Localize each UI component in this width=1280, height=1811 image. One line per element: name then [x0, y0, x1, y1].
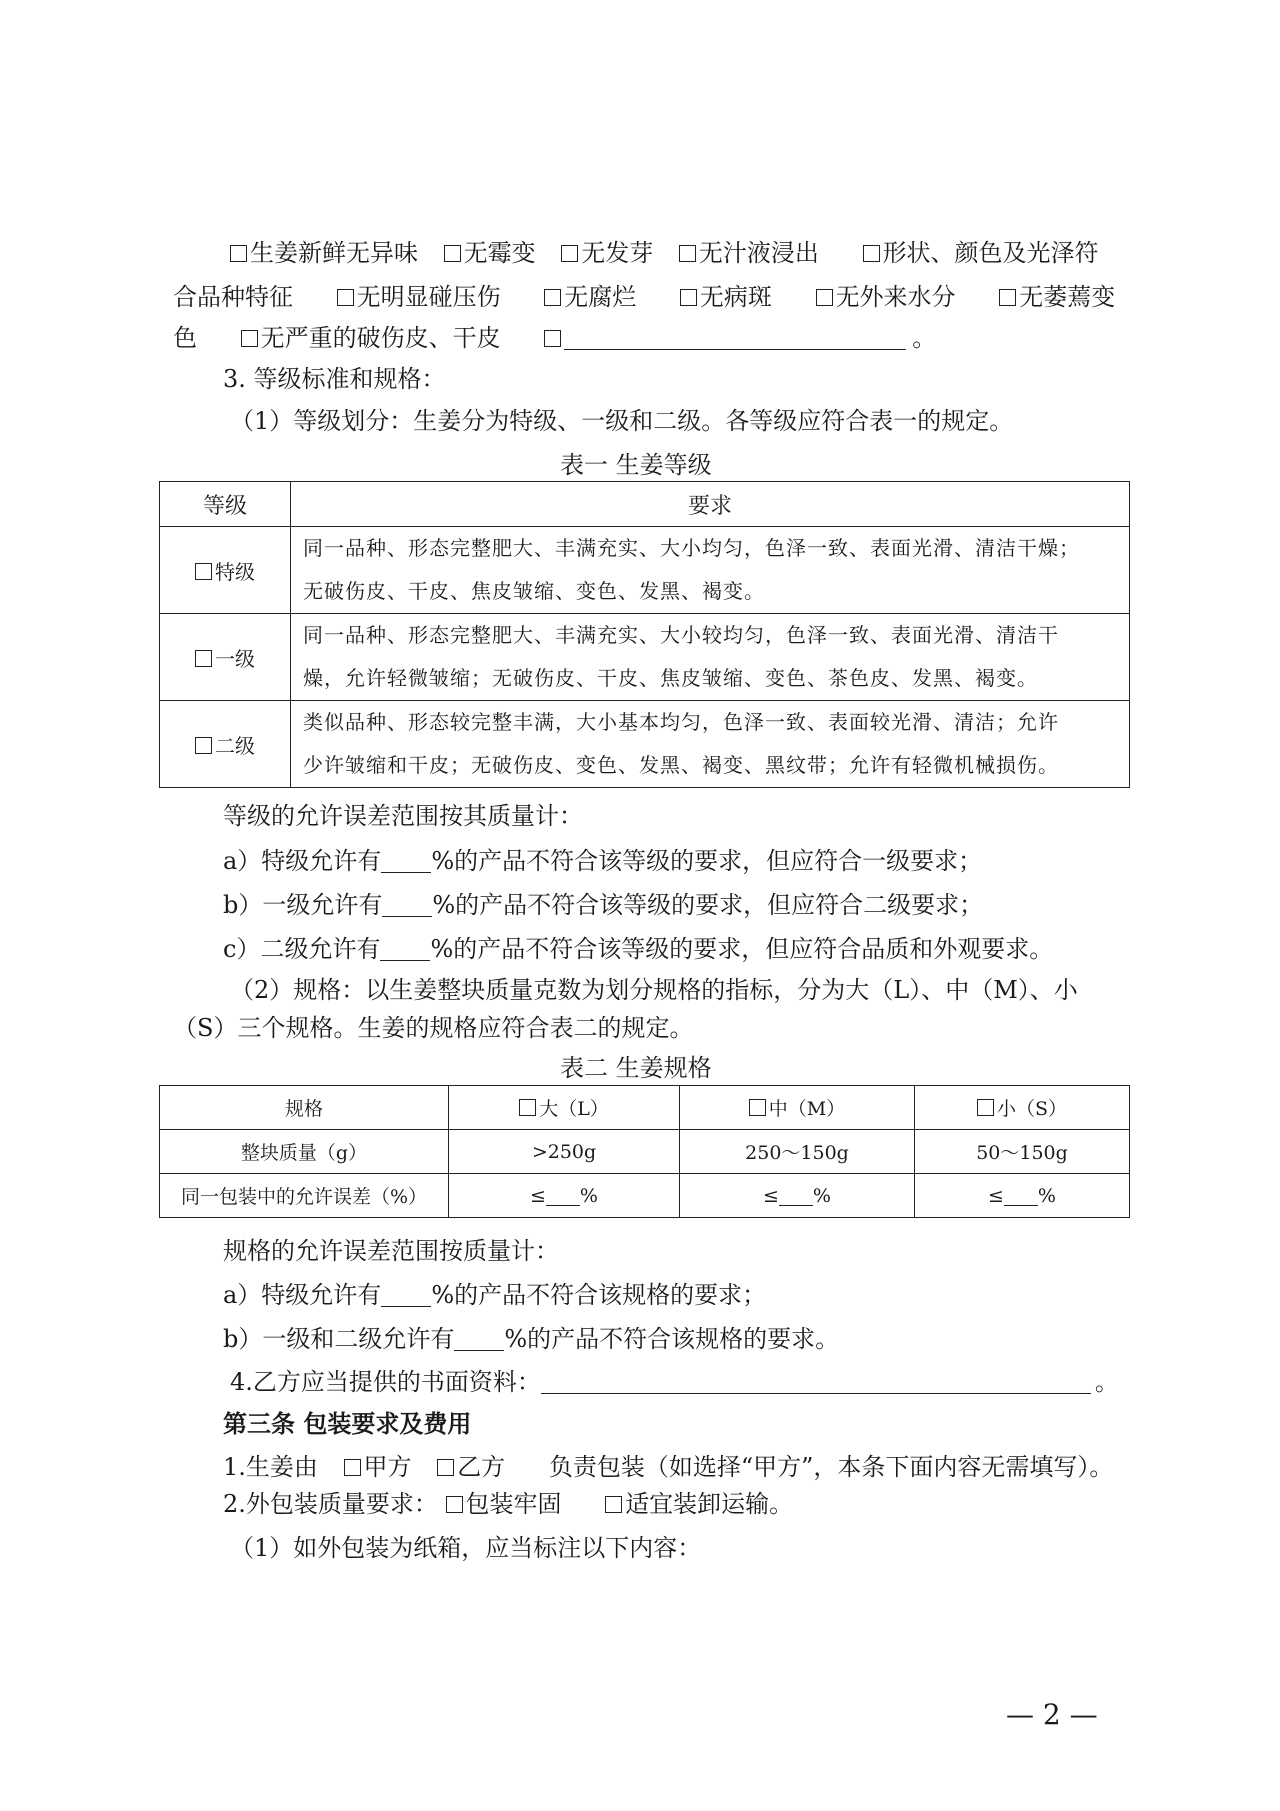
table-row [160, 527, 1130, 614]
table2-caption: 表二 生姜规格 [560, 1054, 712, 1082]
requirement-cell: 同一品种、形态完整肥大、丰满充实、大小较均匀，色泽一致、表面光滑、清洁干 燥，允许轻微皱缩；无破伤皮、干皮、焦皮皱缩、变色、茶色皮、发黑、褐变。 [291, 614, 1130, 701]
quality-check-item[interactable]: 无霉变 [444, 239, 536, 267]
grade-tolerance-item: b）一级允许有 %的产品不符合该等级的要求，但应符合二级要求； [223, 891, 984, 919]
checkbox[interactable] [241, 330, 258, 347]
tolerance-cell: ≤ % [449, 1174, 680, 1218]
spec-text: （S）三个规格。生姜的规格应符合表二的规定。 [173, 1014, 694, 1042]
quality-row-3: 色 无严重的破伤皮、干皮 。 [173, 324, 937, 352]
checkbox[interactable] [561, 245, 578, 262]
row-label: 规格 [160, 1086, 449, 1130]
spec-text: （2）规格：以生姜整块质量克数为划分规格的指标，分为大（L）、中（M）、小 [230, 976, 1078, 1004]
table1-caption: 表一 生姜等级 [560, 451, 712, 479]
checkbox[interactable] [999, 289, 1016, 306]
option-party-a[interactable]: 甲方 [344, 1453, 412, 1481]
checkbox[interactable] [749, 1099, 766, 1116]
grade-tolerance-item: c）二级允许有 %的产品不符合该等级的要求，但应符合品质和外观要求。 [223, 935, 1054, 963]
quality-check-item[interactable]: 形状、颜色及光泽符 [863, 239, 1099, 267]
tolerance-cell: ≤ % [915, 1174, 1130, 1218]
table-row [160, 1174, 1130, 1218]
option-sturdy[interactable]: 包装牢固 [446, 1490, 562, 1518]
grade-division-text: （1）等级划分：生姜分为特级、一级和二级。各等级应符合表一的规定。 [230, 407, 1014, 435]
percent-fill-blank[interactable] [779, 1187, 813, 1206]
quality-check-item[interactable]: 无外来水分 [816, 283, 956, 311]
spec-tolerance-item: a）特级允许有 %的产品不符合该规格的要求； [223, 1281, 767, 1309]
table-header: 要求 [291, 482, 1130, 527]
quality-row-1 [230, 238, 1099, 268]
percent-fill-blank[interactable] [382, 894, 432, 917]
checkbox[interactable] [344, 1459, 361, 1476]
checkbox[interactable] [680, 289, 697, 306]
percent-fill-blank[interactable] [381, 1284, 431, 1307]
checkbox[interactable] [519, 1099, 536, 1116]
spec-table [159, 1085, 1130, 1218]
documents-fill-blank[interactable] [541, 1371, 1091, 1394]
row-label: 同一包装中的允许误差（%） [160, 1174, 449, 1218]
option-transport[interactable]: 适宜装卸运输。 [605, 1490, 793, 1518]
quality-check-item[interactable]: 生姜新鲜无异味 [230, 239, 418, 267]
spec-tolerance-title: 规格的允许误差范围按质量计： [223, 1237, 559, 1265]
size-option[interactable]: 大（L） [449, 1086, 680, 1130]
quality-check-item[interactable]: 无严重的破伤皮、干皮 [241, 324, 501, 352]
checkbox[interactable] [544, 289, 561, 306]
table-row [160, 614, 1130, 701]
percent-fill-blank[interactable] [1004, 1187, 1038, 1206]
option-party-b[interactable]: 乙方 [437, 1453, 505, 1481]
checkbox[interactable] [863, 245, 880, 262]
checkbox[interactable] [544, 330, 561, 347]
checkbox[interactable] [230, 245, 247, 262]
checkbox[interactable] [679, 245, 696, 262]
requirement-cell: 类似品种、形态较完整丰满，大小基本均匀，色泽一致、表面较光滑、清洁；允许 少许皱缩和干皮；无破伤皮、变色、发黑、褐变、黑纹带；允许有轻微机械损伤。 [291, 701, 1130, 788]
article-title: 第三条 包装要求及费用 [223, 1410, 472, 1438]
percent-fill-blank[interactable] [380, 938, 430, 961]
checkbox[interactable] [337, 289, 354, 306]
percent-fill-blank[interactable] [381, 850, 431, 873]
size-option[interactable]: 中（M） [680, 1086, 915, 1130]
size-option[interactable]: 小（S） [915, 1086, 1130, 1130]
weight-cell: 50～150g [915, 1130, 1130, 1174]
packaging-quality-line: 2.外包装质量要求： 包装牢固 适宜装卸运输。 [223, 1490, 794, 1518]
table-row [160, 1130, 1130, 1174]
checkbox[interactable] [195, 563, 212, 580]
checkbox[interactable] [437, 1459, 454, 1476]
quality-check-other[interactable] [544, 324, 906, 352]
carton-label-line: （1）如外包装为纸箱，应当标注以下内容： [230, 1534, 702, 1562]
quality-check-item[interactable]: 无汁液浸出 [679, 239, 819, 267]
grade-cell[interactable]: 一级 [160, 614, 291, 701]
quality-check-item[interactable]: 无发芽 [561, 239, 653, 267]
grade-cell[interactable]: 特级 [160, 527, 291, 614]
checkbox[interactable] [195, 737, 212, 754]
page-number: — 2 — [1006, 1698, 1098, 1731]
quality-check-item[interactable]: 无明显碰压伤 [337, 283, 501, 311]
quality-check-item[interactable]: 无腐烂 [544, 283, 636, 311]
grade-tolerance-item: a）特级允许有 %的产品不符合该等级的要求，但应符合一级要求； [223, 847, 983, 875]
section-heading: 3. 等级标准和规格： [223, 365, 446, 393]
row-label: 整块质量（g） [160, 1130, 449, 1174]
documents-line: 4.乙方应当提供的书面资料： 。 [230, 1368, 1119, 1396]
percent-fill-blank[interactable] [454, 1328, 504, 1351]
grade-tolerance-title: 等级的允许误差范围按其质量计： [223, 802, 583, 830]
table-row [160, 1086, 1130, 1130]
quality-check-item[interactable]: 无病斑 [680, 283, 772, 311]
quality-check-item[interactable]: 无萎蔫变 [999, 283, 1115, 311]
checkbox[interactable] [195, 650, 212, 667]
checkbox[interactable] [446, 1496, 463, 1513]
requirement-cell: 同一品种、形态完整肥大、丰满充实、大小均匀，色泽一致、表面光滑、清洁干燥； 无破伤皮、干皮、焦皮皱缩、变色、发黑、褐变。 [291, 527, 1130, 614]
percent-fill-blank[interactable] [546, 1187, 580, 1206]
spec-tolerance-item: b）一级和二级允许有 %的产品不符合该规格的要求。 [223, 1325, 840, 1353]
checkbox[interactable] [444, 245, 461, 262]
quality-row-2: 合品种特征 无明显碰压伤 无腐烂 无病斑 无外来水分 无萎蔫变 [173, 283, 1116, 311]
grade-table [159, 481, 1130, 788]
weight-cell: 250～150g [680, 1130, 915, 1174]
table-row [160, 701, 1130, 788]
checkbox[interactable] [605, 1496, 622, 1513]
checkbox[interactable] [816, 289, 833, 306]
tolerance-cell: ≤ % [680, 1174, 915, 1218]
checkbox[interactable] [977, 1099, 994, 1116]
weight-cell: >250g [449, 1130, 680, 1174]
grade-cell[interactable]: 二级 [160, 701, 291, 788]
other-fill-blank[interactable] [564, 327, 906, 350]
table-header: 等级 [160, 482, 291, 527]
packaging-party-line: 1.生姜由 甲方 乙方 负责包装（如选择“甲方”，本条下面内容无需填写）。 [223, 1453, 1114, 1481]
